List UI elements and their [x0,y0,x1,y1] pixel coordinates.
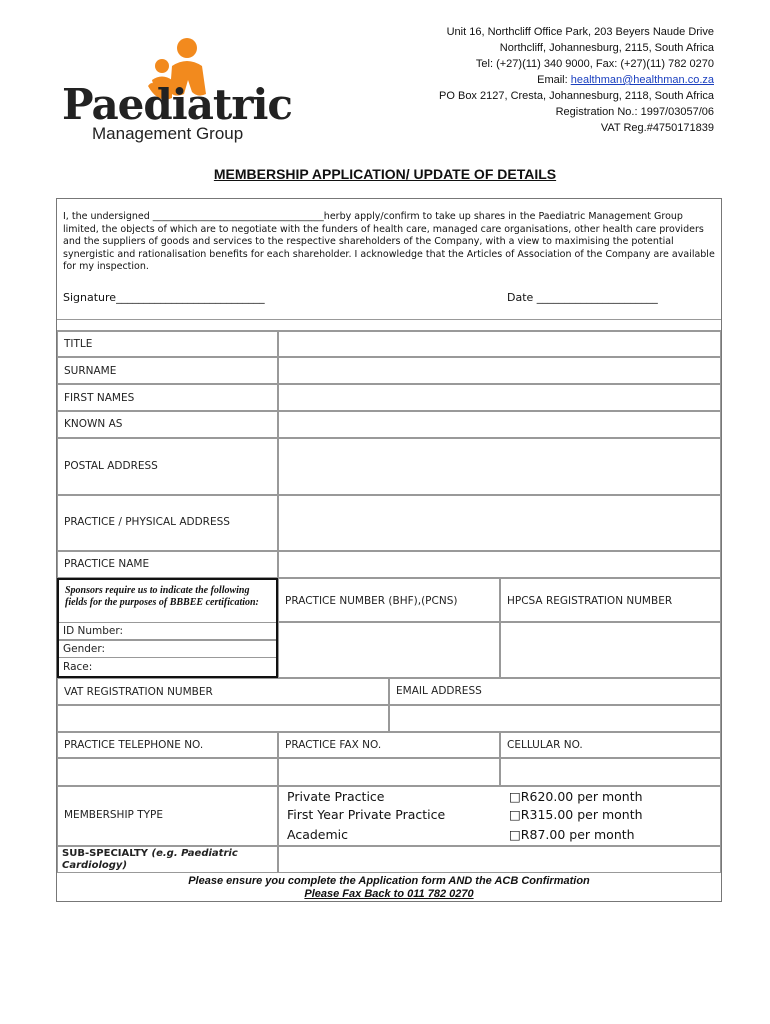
page-title: MEMBERSHIP APPLICATION/ UPDATE OF DETAILS [213,166,557,182]
application-form [56,198,722,902]
membership-options [278,786,721,846]
physical-address-input[interactable] [278,495,721,551]
email-input[interactable] [389,705,721,732]
known-as-label: KNOWN AS [64,418,123,430]
fax-label: PRACTICE FAX NO. [285,739,382,751]
sub-specialty-input[interactable] [278,846,721,873]
sub-specialty-example: (e.g. Paediatric Cardiology) [62,848,238,871]
hpcsa-label: HPCSA REGISTRATION NUMBER [507,595,673,607]
address-block [439,24,714,136]
membership-price-academic[interactable]: □R87.00 per month [509,827,635,842]
id-number-field[interactable] [59,622,276,640]
intro-paragraph: I, the undersigned ____________________________________herby apply/confirm to take up shares in the Paediatric Management Group limited, the objects of which are to negotiate with the funders of health care, managed care organisations, other health care providers and the suppliers of goods and services to the respective shareholders of the Company, with a view to maximising the potential synergistic and rationalisation benefits for each shareholder. I acknowledge that the Articles of Association of the Company are available for my inspection. [63,211,715,272]
address-line: Northcliff, Johannesburg, 2115, South Africa [499,42,714,54]
membership-option-academic: Academic [287,827,349,842]
hpcsa-input[interactable] [500,622,721,678]
email-address-label: EMAIL ADDRESS [396,685,482,697]
postal-address-label: POSTAL ADDRESS [64,460,158,472]
practice-name-label: PRACTICE NAME [64,558,150,570]
surname-input[interactable] [278,357,721,384]
bbbee-sponsor-box [57,578,278,678]
physical-address-label-cell [57,495,278,551]
phone-line: Tel: (+27)(11) 340 9000, Fax: (+27)(11) 782 0270 [475,58,714,70]
title-label: TITLE [64,338,93,350]
postal-address-label-cell [57,438,278,495]
signature-line[interactable]: Signature___________________________ [63,291,265,304]
practice-number-input[interactable] [278,622,500,678]
telephone-label: PRACTICE TELEPHONE NO. [64,739,204,751]
footer-instruction: Please ensure you complete the Application form AND the ACB Confirmation [188,875,590,887]
known-as-label-cell [57,411,278,438]
membership-option-first-year: First Year Private Practice [287,807,446,822]
address-line: Unit 16, Northcliff Office Park, 203 Beyers Naude Drive [446,26,714,38]
logo-wordmark: Paediatric [62,80,292,129]
sub-specialty-label [62,848,276,872]
membership-price-first-year[interactable]: □R315.00 per month [509,807,643,822]
fax-input[interactable] [278,758,500,786]
race-label: Race: [63,661,93,673]
email-label-cell [389,678,721,705]
vat-input[interactable] [57,705,389,732]
fax-label-cell [278,732,500,758]
practice-number-label: PRACTICE NUMBER (BHF),(PCNS) [285,595,458,607]
membership-type-label: MEMBERSHIP TYPE [64,809,164,821]
logo-subtitle: Management Group [92,124,244,143]
cellular-label-cell [500,732,721,758]
race-field[interactable] [59,658,276,676]
email-line [439,72,714,88]
vat-label-cell [57,678,389,705]
surname-label: SURNAME [64,365,117,377]
telephone-label-cell [57,732,278,758]
sponsor-note: Sponsors require us to indicate the following fields for the purposes of BBBEE certification: [65,585,259,608]
title-input[interactable] [278,331,721,357]
first-names-label-cell [57,384,278,411]
first-names-label: FIRST NAMES [64,392,135,404]
practice-name-input[interactable] [278,551,721,578]
vat-label: VAT REGISTRATION NUMBER [64,686,213,698]
practice-name-label-cell [57,551,278,578]
title-label-cell [57,331,278,357]
cellular-input[interactable] [500,758,721,786]
vat-line: VAT Reg.#4750171839 [600,122,714,134]
gender-label: Gender: [63,643,106,655]
hpcsa-label-cell [500,578,721,622]
membership-option-private: Private Practice [287,789,385,804]
date-line[interactable]: Date ______________________ [507,291,658,304]
postal-address-input[interactable] [278,438,721,495]
po-box-line: PO Box 2127, Cresta, Johannesburg, 2118, South Africa [439,90,714,102]
physical-address-label: PRACTICE / PHYSICAL ADDRESS [64,516,230,528]
divider [57,319,721,331]
membership-type-label-cell [57,786,278,846]
sub-specialty-label-cell [57,846,278,873]
email-label: Email: [537,74,571,86]
surname-label-cell [57,357,278,384]
footer-fax-instruction: Please Fax Back to 011 782 0270 [304,888,474,900]
sub-specialty-text: SUB-SPECIALTY [62,848,149,859]
practice-number-label-cell [278,578,500,622]
id-number-label: ID Number: [63,625,124,637]
membership-price-private[interactable]: □R620.00 per month [509,789,643,804]
registration-line: Registration No.: 1997/03057/06 [555,106,714,118]
cellular-label: CELLULAR NO. [507,739,583,751]
gender-field[interactable] [59,640,276,658]
first-names-input[interactable] [278,384,721,411]
known-as-input[interactable] [278,411,721,438]
telephone-input[interactable] [57,758,278,786]
email-link[interactable]: healthman@healthman.co.za [570,74,714,86]
